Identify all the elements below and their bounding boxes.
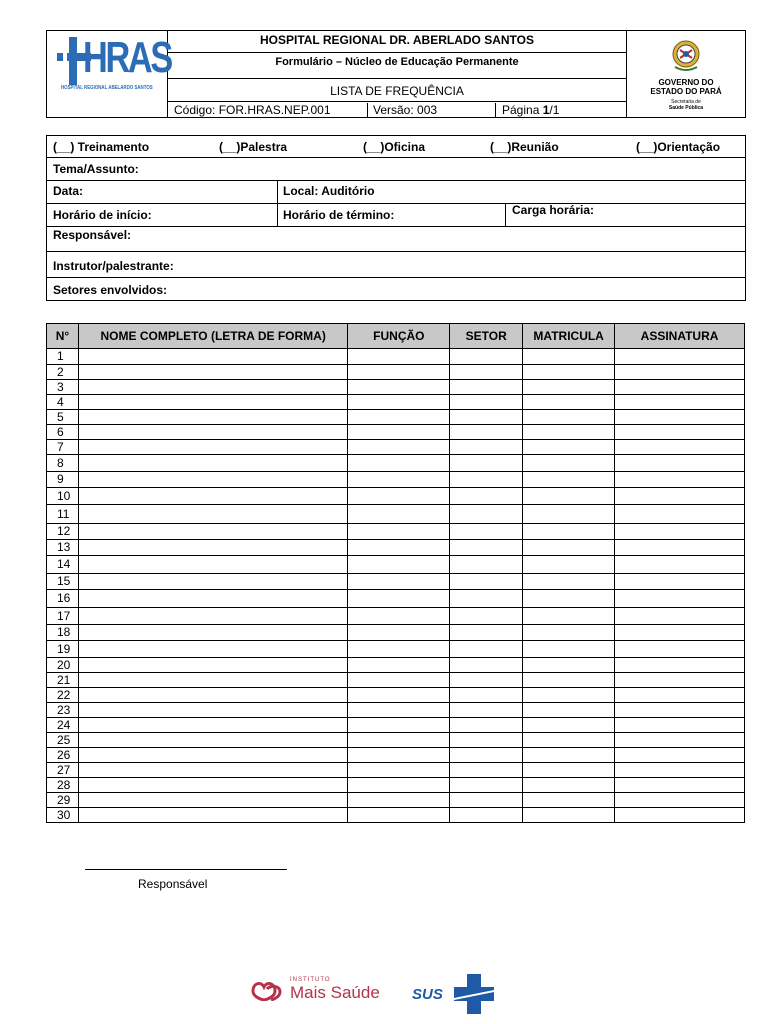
- name-cell[interactable]: [78, 365, 347, 380]
- row-number: 22: [47, 688, 79, 703]
- registration-cell[interactable]: [523, 540, 615, 556]
- signature-cell[interactable]: [615, 793, 745, 808]
- sector-cell[interactable]: [450, 455, 523, 472]
- signature-cell[interactable]: [615, 658, 745, 673]
- sector-cell[interactable]: [450, 365, 523, 380]
- name-cell[interactable]: [78, 733, 347, 748]
- name-cell[interactable]: [78, 395, 347, 410]
- workload-field[interactable]: Carga horária:: [512, 203, 595, 217]
- name-cell[interactable]: [78, 556, 347, 574]
- registration-cell[interactable]: [523, 488, 615, 505]
- function-cell[interactable]: [348, 380, 450, 395]
- attendance-table: [46, 323, 745, 823]
- table-row: [47, 778, 745, 793]
- signature-cell[interactable]: [615, 748, 745, 763]
- sector-cell[interactable]: [450, 380, 523, 395]
- row-number: 2: [47, 365, 79, 380]
- hras-logo-cell: [47, 31, 171, 117]
- name-cell[interactable]: [78, 625, 347, 641]
- name-cell[interactable]: [78, 540, 347, 556]
- signature-cell[interactable]: [615, 673, 745, 688]
- attendance-rows: [47, 349, 745, 823]
- sector-cell[interactable]: [450, 673, 523, 688]
- sector-cell[interactable]: [450, 733, 523, 748]
- registration-cell[interactable]: [523, 625, 615, 641]
- registration-cell[interactable]: [523, 778, 615, 793]
- signature-cell[interactable]: [615, 505, 745, 524]
- registration-cell[interactable]: [523, 641, 615, 658]
- table-row: [47, 365, 745, 380]
- signature-cell[interactable]: [615, 472, 745, 488]
- table-row: [47, 703, 745, 718]
- row-number: 14: [47, 556, 79, 574]
- function-cell[interactable]: [348, 472, 450, 488]
- table-row: [47, 808, 745, 823]
- name-cell[interactable]: [78, 455, 347, 472]
- mais-saude-logo: [250, 975, 390, 1005]
- sector-cell[interactable]: [450, 748, 523, 763]
- function-cell[interactable]: [348, 440, 450, 455]
- row-number: 9: [47, 472, 79, 488]
- end-time-field[interactable]: Horário de término:: [283, 208, 395, 222]
- name-cell[interactable]: [78, 808, 347, 823]
- name-cell[interactable]: [78, 778, 347, 793]
- signature-cell[interactable]: [615, 380, 745, 395]
- signature-cell[interactable]: [615, 395, 745, 410]
- function-cell[interactable]: [348, 365, 450, 380]
- instituto-small-label: INSTITUTO: [290, 977, 331, 983]
- function-cell[interactable]: [348, 703, 450, 718]
- location-field[interactable]: Local: Auditório: [283, 184, 375, 198]
- sector-cell[interactable]: [450, 688, 523, 703]
- col-signature-header: ASSINATURA: [615, 324, 745, 349]
- sector-cell[interactable]: [450, 349, 523, 365]
- signature-cell[interactable]: [615, 733, 745, 748]
- row-number: 30: [47, 808, 79, 823]
- sector-cell[interactable]: [450, 556, 523, 574]
- function-cell[interactable]: [348, 524, 450, 540]
- name-cell[interactable]: [78, 505, 347, 524]
- sector-cell[interactable]: [450, 574, 523, 590]
- row-number: 8: [47, 455, 79, 472]
- table-row: [47, 658, 745, 673]
- registration-cell[interactable]: [523, 505, 615, 524]
- gov-name: GOVERNO DO ESTADO DO PARÁ: [650, 78, 722, 96]
- signature-cell[interactable]: [615, 703, 745, 718]
- registration-cell[interactable]: [523, 574, 615, 590]
- signature-cell[interactable]: [615, 688, 745, 703]
- registration-cell[interactable]: [523, 395, 615, 410]
- table-row: [47, 455, 745, 472]
- signature-cell[interactable]: [615, 349, 745, 365]
- row-number: 12: [47, 524, 79, 540]
- row-number: 18: [47, 625, 79, 641]
- row-number: 27: [47, 763, 79, 778]
- table-row: [47, 733, 745, 748]
- signature-cell[interactable]: [615, 440, 745, 455]
- name-cell[interactable]: [78, 763, 347, 778]
- name-cell[interactable]: [78, 793, 347, 808]
- signature-cell[interactable]: [615, 540, 745, 556]
- signature-cell[interactable]: [615, 625, 745, 641]
- registration-cell[interactable]: [523, 703, 615, 718]
- signature-cell[interactable]: [615, 410, 745, 425]
- function-cell[interactable]: [348, 425, 450, 440]
- function-cell[interactable]: [348, 410, 450, 425]
- page-number: Página 1/1: [502, 103, 560, 117]
- name-cell[interactable]: [78, 590, 347, 608]
- registration-cell[interactable]: [523, 673, 615, 688]
- type-training[interactable]: (__) Treinamento: [53, 140, 150, 154]
- table-row: [47, 793, 745, 808]
- sector-cell[interactable]: [450, 505, 523, 524]
- function-cell[interactable]: [348, 658, 450, 673]
- table-row: [47, 472, 745, 488]
- type-workshop[interactable]: (__)Oficina: [363, 140, 426, 154]
- name-cell[interactable]: [78, 488, 347, 505]
- table-row: [47, 625, 745, 641]
- sector-cell[interactable]: [450, 425, 523, 440]
- mais-saude-heart-icon: [250, 979, 284, 1001]
- function-cell[interactable]: [348, 540, 450, 556]
- function-cell[interactable]: [348, 673, 450, 688]
- sector-cell[interactable]: [450, 608, 523, 625]
- function-cell[interactable]: [348, 763, 450, 778]
- sector-cell[interactable]: [450, 524, 523, 540]
- registration-cell[interactable]: [523, 349, 615, 365]
- function-cell[interactable]: [348, 688, 450, 703]
- sector-cell[interactable]: [450, 703, 523, 718]
- function-cell[interactable]: [348, 778, 450, 793]
- name-cell[interactable]: [78, 658, 347, 673]
- table-header-row: [47, 324, 745, 349]
- registration-cell[interactable]: [523, 524, 615, 540]
- row-number: 3: [47, 380, 79, 395]
- function-cell[interactable]: [348, 590, 450, 608]
- table-row: [47, 540, 745, 556]
- row-number: 7: [47, 440, 79, 455]
- signature-cell[interactable]: [615, 608, 745, 625]
- name-cell[interactable]: [78, 440, 347, 455]
- name-cell[interactable]: [78, 718, 347, 733]
- row-number: 26: [47, 748, 79, 763]
- sector-cell[interactable]: [450, 808, 523, 823]
- signature-cell[interactable]: [615, 524, 745, 540]
- registration-cell[interactable]: [523, 590, 615, 608]
- row-number: 4: [47, 395, 79, 410]
- table-row: [47, 505, 745, 524]
- row-number: 28: [47, 778, 79, 793]
- table-row: [47, 574, 745, 590]
- row-number: 10: [47, 488, 79, 505]
- signature-cell[interactable]: [615, 556, 745, 574]
- row-number: 13: [47, 540, 79, 556]
- state-coat-of-arms-icon: [671, 39, 701, 73]
- registration-cell[interactable]: [523, 718, 615, 733]
- signature-cell[interactable]: [615, 808, 745, 823]
- table-row: [47, 748, 745, 763]
- table-row: [47, 488, 745, 505]
- table-row: [47, 718, 745, 733]
- table-row: [47, 425, 745, 440]
- row-number: 6: [47, 425, 79, 440]
- registration-cell[interactable]: [523, 763, 615, 778]
- signature-label: Responsável: [138, 877, 208, 891]
- hospital-name: HOSPITAL REGIONAL DR. ABERLADO SANTOS: [259, 33, 535, 47]
- header-title-block: [167, 31, 627, 117]
- registration-cell[interactable]: [523, 440, 615, 455]
- sector-cell[interactable]: [450, 440, 523, 455]
- name-cell[interactable]: [78, 688, 347, 703]
- table-row: [47, 349, 745, 365]
- sectors-field[interactable]: Setores envolvidos:: [53, 283, 168, 297]
- col-number-header: N°: [47, 324, 79, 349]
- function-cell[interactable]: [348, 574, 450, 590]
- name-cell[interactable]: [78, 703, 347, 718]
- function-cell[interactable]: [348, 718, 450, 733]
- row-number: 15: [47, 574, 79, 590]
- signature-cell[interactable]: [615, 778, 745, 793]
- form-title: Formulário – Núcleo de Educação Permanente: [275, 56, 519, 68]
- table-row: [47, 608, 745, 625]
- registration-cell[interactable]: [523, 410, 615, 425]
- sector-cell[interactable]: [450, 488, 523, 505]
- row-number: 25: [47, 733, 79, 748]
- type-lecture[interactable]: (__)Palestra: [219, 140, 288, 154]
- name-cell[interactable]: [78, 524, 347, 540]
- function-cell[interactable]: [348, 395, 450, 410]
- signature-cell[interactable]: [615, 574, 745, 590]
- registration-cell[interactable]: [523, 748, 615, 763]
- name-cell[interactable]: [78, 425, 347, 440]
- form-code: Código: FOR.HRAS.NEP.001: [174, 103, 331, 117]
- type-meeting[interactable]: (__)Reunião: [490, 140, 559, 154]
- row-number: 5: [47, 410, 79, 425]
- sector-cell[interactable]: [450, 793, 523, 808]
- sector-cell[interactable]: [450, 590, 523, 608]
- start-time-field[interactable]: Horário de início:: [53, 208, 152, 222]
- row-number: 21: [47, 673, 79, 688]
- sector-cell[interactable]: [450, 641, 523, 658]
- function-cell[interactable]: [348, 625, 450, 641]
- registration-cell[interactable]: [523, 608, 615, 625]
- topic-field[interactable]: Tema/Assunto:: [53, 162, 139, 176]
- col-function-header: FUNÇÃO: [348, 324, 450, 349]
- col-sector-header: SETOR: [450, 324, 523, 349]
- function-cell[interactable]: [348, 641, 450, 658]
- sector-cell[interactable]: [450, 718, 523, 733]
- document-header: [46, 30, 746, 118]
- signature-cell[interactable]: [615, 641, 745, 658]
- function-cell[interactable]: [348, 505, 450, 524]
- row-number: 20: [47, 658, 79, 673]
- table-row: [47, 763, 745, 778]
- registration-cell[interactable]: [523, 556, 615, 574]
- name-cell[interactable]: [78, 472, 347, 488]
- signature-cell[interactable]: [615, 488, 745, 505]
- function-cell[interactable]: [348, 748, 450, 763]
- row-number: 24: [47, 718, 79, 733]
- row-number: 29: [47, 793, 79, 808]
- sector-cell[interactable]: [450, 395, 523, 410]
- date-field[interactable]: Data:: [53, 184, 84, 198]
- registration-cell[interactable]: [523, 808, 615, 823]
- registration-cell[interactable]: [523, 688, 615, 703]
- sus-text: SUS: [412, 986, 443, 1003]
- function-cell[interactable]: [348, 556, 450, 574]
- function-cell[interactable]: [348, 455, 450, 472]
- name-cell[interactable]: [78, 641, 347, 658]
- table-row: [47, 590, 745, 608]
- hras-logo-subtext: HOSPITAL REGIONAL ABELARDO SANTOS: [61, 85, 153, 91]
- table-row: [47, 524, 745, 540]
- government-logo-cell: [626, 31, 745, 117]
- registration-cell[interactable]: [523, 472, 615, 488]
- name-cell[interactable]: [78, 608, 347, 625]
- function-cell[interactable]: [348, 608, 450, 625]
- signature-cell[interactable]: [615, 455, 745, 472]
- signature-cell[interactable]: [615, 763, 745, 778]
- function-cell[interactable]: [348, 349, 450, 365]
- row-number: 16: [47, 590, 79, 608]
- hras-logo-text: HRAS: [83, 33, 171, 82]
- table-row: [47, 410, 745, 425]
- col-registration-header: MATRICULA: [523, 324, 615, 349]
- type-orientation[interactable]: (__)Orientação: [636, 140, 721, 154]
- list-title: LISTA DE FREQUÊNCIA: [330, 84, 464, 98]
- function-cell[interactable]: [348, 733, 450, 748]
- row-number: 19: [47, 641, 79, 658]
- sus-cross-icon: [452, 972, 496, 1016]
- row-number: 23: [47, 703, 79, 718]
- sector-cell[interactable]: [450, 540, 523, 556]
- row-number: 1: [47, 349, 79, 365]
- signature-cell[interactable]: [615, 425, 745, 440]
- sector-cell[interactable]: [450, 625, 523, 641]
- name-cell[interactable]: [78, 380, 347, 395]
- registration-cell[interactable]: [523, 658, 615, 673]
- function-cell[interactable]: [348, 488, 450, 505]
- sector-cell[interactable]: [450, 472, 523, 488]
- name-cell[interactable]: [78, 349, 347, 365]
- mais-saude-name: Mais Saúde: [290, 983, 380, 1002]
- function-cell[interactable]: [348, 793, 450, 808]
- responsible-field[interactable]: Responsável:: [53, 228, 132, 242]
- table-row: [47, 440, 745, 455]
- sector-cell[interactable]: [450, 658, 523, 673]
- form-version: Versão: 003: [373, 103, 438, 117]
- signature-cell[interactable]: [615, 590, 745, 608]
- registration-cell[interactable]: [523, 793, 615, 808]
- event-info-box: [46, 135, 746, 301]
- table-row: [47, 380, 745, 395]
- table-row: [47, 556, 745, 574]
- sector-cell[interactable]: [450, 778, 523, 793]
- function-cell[interactable]: [348, 808, 450, 823]
- sus-logo: [412, 972, 498, 1016]
- gov-secretariat: Secretaria de Saúde Pública: [668, 99, 704, 111]
- name-cell[interactable]: [78, 574, 347, 590]
- signature-cell[interactable]: [615, 718, 745, 733]
- signature-cell[interactable]: [615, 365, 745, 380]
- table-row: [47, 688, 745, 703]
- row-number: 11: [47, 505, 79, 524]
- registration-cell[interactable]: [523, 365, 615, 380]
- row-number: 17: [47, 608, 79, 625]
- registration-cell[interactable]: [523, 425, 615, 440]
- registration-cell[interactable]: [523, 455, 615, 472]
- signature-line[interactable]: [85, 869, 287, 870]
- table-row: [47, 673, 745, 688]
- col-name-header: NOME COMPLETO (LETRA DE FORMA): [78, 324, 347, 349]
- registration-cell[interactable]: [523, 380, 615, 395]
- registration-cell[interactable]: [523, 733, 615, 748]
- table-row: [47, 395, 745, 410]
- instructor-field[interactable]: Instrutor/palestrante:: [53, 259, 174, 273]
- name-cell[interactable]: [78, 673, 347, 688]
- name-cell[interactable]: [78, 748, 347, 763]
- sector-cell[interactable]: [450, 763, 523, 778]
- table-row: [47, 641, 745, 658]
- name-cell[interactable]: [78, 410, 347, 425]
- sector-cell[interactable]: [450, 410, 523, 425]
